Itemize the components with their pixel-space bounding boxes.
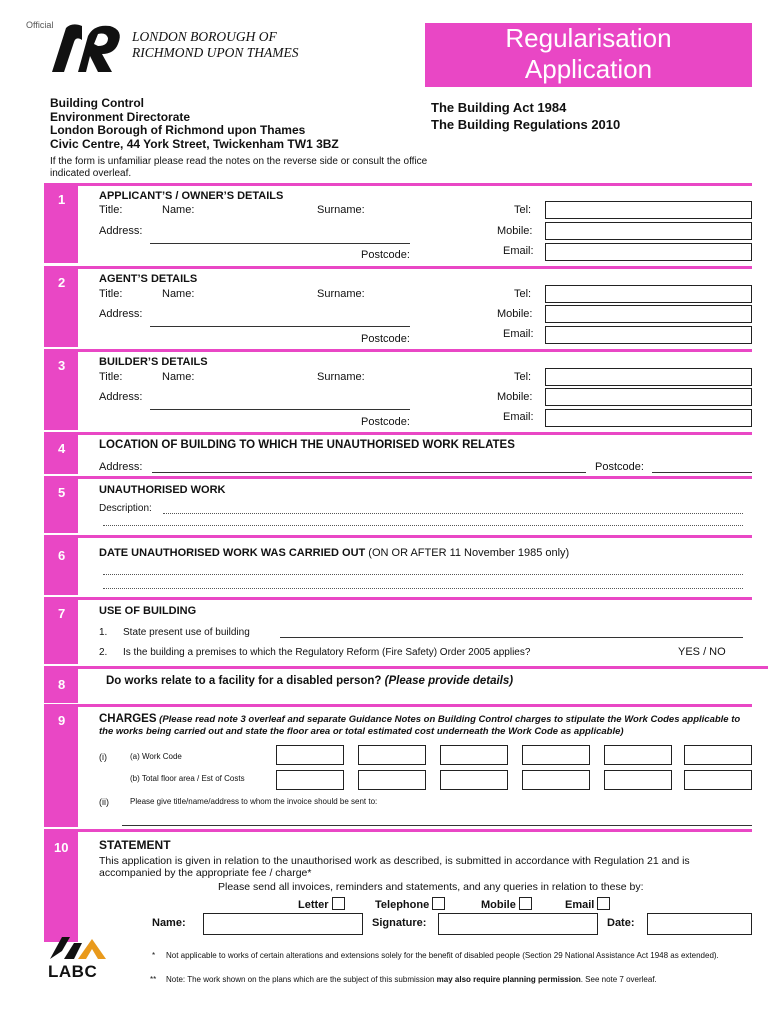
section-number: 1 (44, 186, 78, 263)
postcode-label: Postcode: (595, 461, 644, 473)
present-use-question: State present use of building (123, 627, 250, 638)
question-number: 1. (99, 627, 108, 638)
footnote-text: . See note 7 overleaf. (580, 975, 657, 984)
labc-logo-text: LABC (48, 962, 98, 981)
section-number: 2 (44, 269, 78, 347)
section-number: 10 (44, 832, 78, 942)
form-title-line1: Regularisation (505, 23, 672, 53)
address-line: Building Control (50, 96, 144, 110)
mobile-label: Mobile: (497, 308, 533, 320)
fire-safety-question: Is the building a premises to which the Regulatory Reform (Fire Safety) Order 2005 applies? (123, 647, 531, 658)
mobile-label: Mobile (481, 899, 516, 911)
section-title-row (106, 675, 513, 687)
mobile-field[interactable] (545, 388, 752, 406)
telephone-checkbox[interactable] (432, 897, 445, 910)
address-label: Address: (99, 308, 143, 320)
present-use-input[interactable] (280, 637, 743, 638)
address-line-input[interactable] (150, 243, 410, 244)
email-label: Email: (503, 411, 534, 423)
invoice-label: Please give title/name/address to whom the invoice should be sent to: (130, 797, 378, 806)
section-divider (44, 349, 752, 352)
mobile-field[interactable] (545, 305, 752, 323)
charges-note: (Please read note 3 overleaf and separate Guidance Notes on Building Control charges to stipulate the Work Codes applicable to the works being carried out and state the floor area or total estimated cost underneath the Work Code as applicable) (99, 714, 741, 737)
work-code-box[interactable] (358, 745, 426, 765)
email-label: Email: (503, 328, 534, 340)
title-label: Title: (99, 204, 123, 216)
section-number: 4 (44, 435, 78, 474)
telephone-option[interactable] (375, 897, 445, 911)
mobile-label: Mobile: (497, 225, 533, 237)
mobile-field[interactable] (545, 222, 752, 240)
item-marker: (ii) (99, 797, 109, 807)
date-field[interactable] (647, 913, 752, 935)
name-label: Name: (162, 204, 195, 216)
work-code-box[interactable] (604, 745, 672, 765)
act-line: The Building Act 1984 (431, 100, 567, 115)
section-divider (44, 432, 752, 435)
letter-checkbox[interactable] (332, 897, 345, 910)
surname-label: Surname: (317, 288, 365, 300)
address-line: Environment Directorate (50, 109, 191, 124)
section-title-suffix: (ON OR AFTER 11 November 1985 only) (368, 547, 570, 559)
address-line-input[interactable] (150, 326, 410, 327)
mobile-option[interactable] (481, 897, 532, 911)
signature-label: Signature: (372, 917, 427, 929)
invoice-address-input[interactable] (122, 825, 752, 826)
statement-name-field[interactable] (203, 913, 363, 935)
section-title: Do works relate to a facility for a disabled person? (106, 675, 382, 687)
signature-field[interactable] (438, 913, 598, 935)
item-marker: (i) (99, 752, 107, 762)
address-label: Address: (99, 461, 143, 473)
location-postcode-input[interactable] (652, 472, 752, 473)
surname-label: Surname: (317, 371, 365, 383)
statement-text: This application is given in relation to the unauthorised work as described, is submitted in accordance with Regulation 21 and is accompanied by the appropriate fee / charge* (99, 855, 690, 879)
floor-area-label: (b) Total floor area / Est of Costs (130, 774, 245, 783)
council-name (132, 29, 299, 61)
yes-no-option[interactable]: YES / NO (678, 646, 726, 658)
tel-label: Tel: (514, 288, 532, 300)
section-divider (44, 666, 768, 669)
email-label: Email: (503, 245, 534, 257)
name-label: Name: (162, 371, 195, 383)
section-number: 8 (44, 669, 78, 703)
address-label: Address: (99, 391, 143, 403)
floor-area-box[interactable] (684, 770, 752, 790)
address-line: London Borough of Richmond upon Thames (50, 123, 306, 137)
tel-field[interactable] (545, 368, 752, 386)
council-logo (48, 22, 128, 74)
floor-area-box[interactable] (440, 770, 508, 790)
address-label: Address: (99, 225, 143, 237)
date-label: Date: (607, 917, 635, 929)
act-line: The Building Regulations 2010 (431, 117, 621, 132)
date-input-line[interactable] (103, 588, 743, 589)
section-title: CHARGES (99, 713, 157, 725)
section-divider (44, 597, 752, 600)
work-code-label: (a) Work Code (130, 752, 182, 761)
section-number: 3 (44, 352, 78, 430)
work-code-box[interactable] (440, 745, 508, 765)
mobile-checkbox[interactable] (519, 897, 532, 910)
surname-label: Surname: (317, 204, 365, 216)
charges-heading (99, 713, 749, 738)
footnote-text: Note: The work shown on the plans which are the subject of this submission (166, 975, 437, 984)
email-checkbox[interactable] (597, 897, 610, 910)
email-option[interactable] (565, 897, 610, 911)
tel-field[interactable] (545, 201, 752, 219)
description-input-line[interactable] (103, 525, 743, 526)
labc-logo-icon (48, 935, 112, 961)
tel-label: Tel: (514, 204, 532, 216)
section-title: USE OF BUILDING (99, 605, 197, 617)
section-divider (44, 535, 752, 538)
date-input-line[interactable] (103, 574, 743, 575)
mobile-label: Mobile: (497, 391, 533, 403)
postcode-label: Postcode: (361, 333, 410, 345)
section-title: STATEMENT (99, 838, 171, 852)
email-field[interactable] (545, 326, 752, 344)
title-label: Title: (99, 288, 123, 300)
postcode-label: Postcode: (361, 249, 410, 261)
council-line2: RICHMOND UPON THAMES (132, 45, 299, 60)
section-title-suffix: (Please provide details) (384, 675, 514, 687)
work-code-box[interactable] (522, 745, 590, 765)
section-title: APPLICANT’S / OWNER’S DETAILS (99, 190, 284, 202)
description-input-line[interactable] (163, 513, 743, 514)
section-title: BUILDER’S DETAILS (99, 356, 208, 368)
section-title: DATE UNAUTHORISED WORK WAS CARRIED OUT (99, 547, 366, 559)
letter-option[interactable] (298, 897, 345, 911)
tel-label: Tel: (514, 371, 532, 383)
section-number: 7 (44, 600, 78, 664)
acts-block (431, 99, 620, 133)
section-title: UNAUTHORISED WORK (99, 484, 226, 496)
section-divider (44, 183, 752, 186)
council-line1: LONDON BOROUGH OF (132, 29, 277, 44)
name-label: Name: (152, 917, 186, 929)
work-code-box[interactable] (276, 745, 344, 765)
tel-field[interactable] (545, 285, 752, 303)
section-divider (44, 476, 752, 479)
title-label: Title: (99, 371, 123, 383)
floor-area-box[interactable] (358, 770, 426, 790)
notice-text: If the form is unfamiliar please read the notes on the reverse side or consult the office indicated overleaf. (50, 156, 428, 179)
floor-area-box[interactable] (522, 770, 590, 790)
name-label: Name: (162, 288, 195, 300)
footnote-marker: ** (150, 975, 157, 984)
question-number: 2. (99, 647, 108, 658)
section-number: 9 (44, 707, 78, 827)
footnote-planning (166, 975, 751, 984)
section-number: 5 (44, 479, 78, 533)
section-divider (44, 266, 752, 269)
form-title-line2: Application (524, 54, 653, 84)
address-block (50, 97, 339, 151)
postcode-label: Postcode: (361, 416, 410, 428)
address-line: Civic Centre, 44 York Street, Twickenham TW1 3BZ (50, 136, 339, 151)
email-field[interactable] (545, 243, 752, 261)
email-field[interactable] (545, 409, 752, 427)
description-label: Description: (99, 503, 152, 514)
section-title: AGENT’S DETAILS (99, 273, 198, 285)
email-option-label: Email (565, 899, 595, 911)
telephone-label: Telephone (375, 899, 430, 911)
form-title (425, 23, 752, 87)
section-title: LOCATION OF BUILDING TO WHICH THE UNAUTHORISED WORK RELATES (99, 439, 515, 451)
section-number: 6 (44, 538, 78, 595)
footnote-emphasis: may also require planning permission (436, 975, 581, 984)
address-line-input[interactable] (150, 409, 410, 410)
floor-area-box[interactable] (276, 770, 344, 790)
location-address-input[interactable] (152, 472, 586, 473)
work-code-box[interactable] (684, 745, 752, 765)
section-title-row (99, 547, 569, 559)
letter-label: Letter (298, 899, 329, 911)
footnote-marker: * (152, 951, 156, 960)
footnote-disabled: Not applicable to works of certain alterations and extensions solely for the benefit of disabled people (Section 29 National Assistance Act 1948 as extended). (166, 951, 719, 960)
floor-area-box[interactable] (604, 770, 672, 790)
section-divider (44, 704, 752, 707)
official-label: Official (26, 20, 54, 30)
section-divider (44, 829, 752, 832)
contact-preference-text: Please send all invoices, reminders and statements, and any queries in relation to these by: (218, 881, 644, 893)
